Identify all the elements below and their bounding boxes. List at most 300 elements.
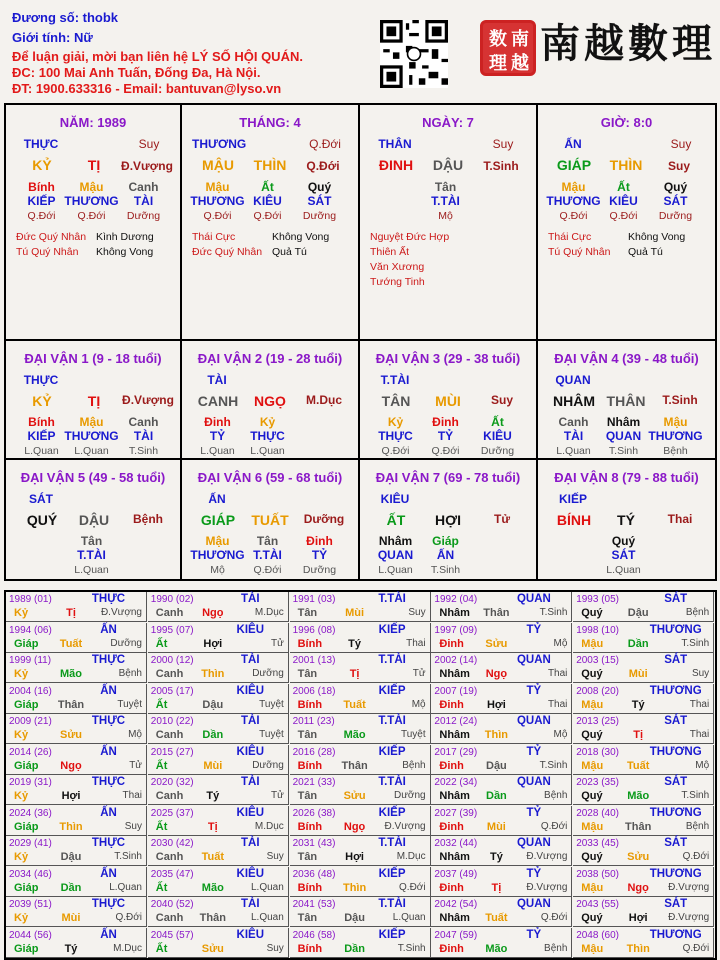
year-label: 2007 (19) [434,685,478,697]
year-cell [6,714,147,744]
year-state: Tuyệt [117,698,142,710]
year-cell [290,623,431,653]
star-note: Văn Xương [370,261,425,273]
year-stem: Mậu [581,820,604,833]
dai-van-1 [6,341,182,460]
year-cell [573,653,714,683]
year-branch: Mão [343,729,366,741]
hidden-god: ẤN [436,548,455,562]
year-label: 1994 (06) [9,624,52,636]
year-god: SÁT [664,837,688,849]
year-branch: Mùi [628,668,648,680]
year-branch: Tý [206,790,220,802]
year-branch: Dậu [627,607,649,619]
year-state: Mộ [695,759,710,771]
year-state: L.Quan [250,881,284,893]
year-god: QUAN [516,715,551,727]
year-state: Đ.Vượng [384,820,426,832]
year-stem: Kỷ [14,912,29,924]
owner-name: Đương số: thobk [12,10,119,25]
year-stem: Nhâm [439,851,470,863]
year-state: Đ.Vượng [668,881,710,893]
hidden-relation: Mộ [210,564,225,576]
seal-stamp: 数 南 理 越 [480,20,536,76]
dai-van-2 [182,341,360,460]
hidden-stem: Bính [28,180,55,194]
year-state: L.Quan [109,881,142,893]
logo: 南越數理 [540,20,716,67]
year-state: Suy [266,942,284,954]
year-state: Mộ [553,729,568,740]
year-label: 1990 (02) [150,594,194,605]
year-cell [290,714,431,744]
year-state: Q.Đới [540,820,568,832]
year-god: THỰC [91,593,126,605]
dai-van-grid [4,341,717,581]
pillar-title: NGÀY: 7 [422,115,474,130]
year-stem: Mậu [581,881,604,894]
year-god: THỰC [91,715,126,727]
hidden-relation: Bệnh [663,445,688,457]
year-state: Bệnh [685,820,710,832]
year-stem: Tân [297,912,318,924]
dai-van-8 [538,460,715,579]
year-stem: Tân [297,668,318,680]
year-label: 2042 (54) [434,899,478,910]
hidden-relation: Q.Đới [559,210,588,222]
year-label: 2029 (41) [9,838,52,849]
year-stem: Canh [155,790,184,802]
year-stem: Đinh [439,759,464,772]
year-stem: Canh [155,729,184,741]
earthly-branch: TỊ [87,157,101,173]
hidden-stem: Mậu [205,534,230,548]
year-label: 2010 (22) [150,716,194,727]
year-cell [431,836,572,866]
year-stem: Quý [581,668,603,680]
star-note: Không Vong [272,231,330,243]
earthly-branch: DẬU [78,512,110,528]
year-cell [148,714,289,744]
year-stem: Mậu [581,942,604,955]
year-stem: Quý [581,607,603,619]
year-cell [573,714,714,744]
year-branch: Hợi [628,912,648,924]
dai-van-7 [360,460,538,579]
year-god: SÁT [664,715,688,727]
year-label: 2044 (56) [9,929,52,941]
hidden-stem: Tân [256,534,279,548]
year-cell [148,653,289,683]
year-cell [573,928,714,958]
year-god: THỰC [91,837,126,849]
year-branch: Thìn [484,729,508,741]
hidden-relation: Q.Đới [77,210,106,222]
year-branch: Sửu [485,637,508,650]
hidden-god: KIẾP [27,429,56,443]
year-branch: Dậu [486,759,507,772]
year-god: TỶ [526,745,542,758]
year-stem: Nhâm [439,607,470,619]
star-note: Tướng Tinh [370,276,425,288]
year-stem: Ất [155,759,168,772]
dai-van-title: ĐẠI VẬN 3 (29 - 38 tuổi) [375,351,521,366]
year-stem: Ất [155,942,168,955]
year-label: 2043 (55) [576,899,619,910]
year-stem: Bính [297,698,323,711]
dai-van-god: QUAN [555,373,591,387]
dai-van-title: ĐẠI VẬN 2 (19 - 28 tuổi) [197,351,343,366]
year-branch: Thìn [342,881,367,894]
year-state: Bệnh [402,759,426,771]
hidden-stem: Quý [307,180,332,194]
year-branch: Hợi [61,790,81,802]
hidden-god: TỶ [311,548,328,562]
year-cell [573,897,714,927]
can-god: THÂN [378,137,412,151]
year-state: T.Sinh [681,637,710,649]
year-state: Dưỡng [252,759,284,771]
hidden-relation: Q.Đới [203,210,232,222]
year-state: Thai [122,790,142,801]
year-branch: Thìn [626,942,650,955]
year-label: 1998 (10) [576,624,619,636]
year-state: Tử [270,790,284,801]
hidden-god: THƯƠNG [64,194,119,208]
star-note: Nguyệt Đức Hợp [370,231,450,243]
year-god: SÁT [664,654,688,666]
year-label: 2034 (46) [9,868,52,880]
hidden-god: TỶ [437,429,454,443]
hidden-stem: Nhâm [378,534,413,548]
year-branch: Dậu [344,912,365,924]
year-god: TỶ [526,928,542,941]
year-label: 2030 (42) [150,838,194,849]
year-god: ẤN [100,745,117,758]
year-god: TÀI [241,837,260,849]
star-note: Thiên Ất [370,246,410,258]
year-label: 2017 (29) [434,746,478,758]
year-branch: Ngọ [627,881,649,894]
year-branch: Mùi [345,607,365,619]
year-cell [6,806,147,836]
year-branch: Hợi [345,851,364,863]
year-stem: Mậu [581,759,604,772]
year-cell [431,653,572,683]
year-god: THỰC [91,776,126,788]
year-cell [148,684,289,714]
year-label: 1989 (01) [9,594,52,605]
can-god: THỰC [23,137,59,151]
dai-van-title: ĐẠI VẬN 4 (39 - 48 tuổi) [554,351,699,366]
year-label: 2033 (45) [576,838,619,849]
year-state: Tuyệt [259,698,284,710]
branch-state: Thai [667,512,693,526]
year-stem: Đinh [439,698,464,711]
year-god: T.TÀI [378,837,406,849]
year-cell [290,836,431,866]
heavenly-stem: KỶ [32,157,52,173]
hidden-relation: T.Sinh [608,445,639,457]
year-branch: Ngọ [485,668,508,680]
year-label: 2040 (52) [150,899,194,910]
year-cell [148,806,289,836]
hidden-stem: Đinh [204,415,231,429]
year-cell [431,867,572,897]
year-state: Dưỡng [110,637,142,649]
hidden-stem: Canh [128,180,159,194]
year-god: THỰC [91,654,126,666]
year-label: 1992 (04) [434,594,478,605]
year-cell [431,928,572,958]
year-stem: Quý [581,912,603,924]
year-god: THƯƠNG [649,684,702,697]
branch-state: Dưỡng [303,512,345,526]
year-cell [431,897,572,927]
hidden-stem: Tân [80,534,103,548]
year-state: Thai [547,668,568,679]
year-label: 2004 (16) [9,685,52,697]
hidden-god: QUAN [377,548,414,562]
hidden-stem: Quý [611,534,636,548]
hidden-stem: Ất [261,180,274,194]
year-branch: Sửu [627,851,650,863]
year-god: KIÊU [236,867,265,880]
year-cell [290,806,431,836]
address-line: ĐC: 100 Mai Anh Tuấn, Đống Đa, Hà Nội. [12,65,261,80]
year-god: KIÊU [236,745,265,758]
year-cell [148,775,289,805]
hidden-god: QUAN [605,429,642,443]
year-cell [573,867,714,897]
year-god: QUAN [516,776,551,788]
year-state: Bệnh [544,942,568,954]
hidden-god: THƯƠNG [190,194,245,208]
year-god: THƯƠNG [649,806,702,819]
year-label: 1995 (07) [150,624,194,636]
year-god: TỶ [526,867,542,880]
year-branch: Mùi [61,912,81,924]
year-god: TÀI [241,898,260,910]
year-state: Tử [270,637,284,649]
hidden-stem: Nhâm [606,415,641,429]
year-cell [431,714,572,744]
hidden-god: T.TÀI [77,548,106,562]
year-cell [431,592,572,622]
year-branch: Dậu [202,698,224,711]
year-stem: Ất [155,881,168,894]
hidden-relation: Dưỡng [302,564,337,576]
year-label: 2006 (18) [292,685,336,697]
branch-state: Tử [493,512,511,526]
year-label: 2032 (44) [434,838,478,849]
year-state: M.Dục [254,820,284,832]
hidden-relation: L.Quan [24,445,59,457]
year-god: KIẾP [378,684,406,697]
year-branch: Tị [66,607,76,619]
year-label: 2028 (40) [576,807,619,819]
year-cell [148,745,289,775]
dai-van-god: ẤN [208,492,226,506]
year-god: KIÊU [236,623,265,636]
year-god: KIẾP [378,806,406,819]
year-state: Bệnh [544,790,568,801]
year-stem: Quý [581,729,603,741]
year-state: T.Sinh [114,851,142,862]
year-label: 2035 (47) [150,868,194,880]
year-branch: Tuất [343,698,366,711]
year-god: THƯƠNG [649,867,702,880]
year-god: ẤN [100,928,117,941]
hidden-relation: Q.Đới [381,445,410,457]
heavenly-stem: TÂN [381,393,411,409]
can-god: ẤN [564,137,582,151]
year-label: 2036 (48) [292,868,336,880]
year-label: 2037 (49) [434,868,478,880]
year-label: 2039 (51) [9,899,52,910]
earthly-branch: TUẤT [251,512,289,528]
hidden-god: T.TÀI [431,194,460,208]
hidden-relation: L.Quan [74,564,109,576]
year-god: KIÊU [236,806,265,819]
heavenly-stem: ĐINH [378,157,414,173]
star-note: Quả Tú [272,246,307,258]
year-stem: Nhâm [439,668,470,680]
year-god: QUAN [516,837,551,849]
year-god: THỰC [91,898,126,910]
year-stem: Giáp [14,942,39,955]
hidden-god: TỶ [209,429,226,443]
hidden-relation: Mộ [438,210,453,222]
yearly-luck-table [4,590,717,960]
year-cell [573,745,714,775]
hidden-stem: Kỷ [259,415,276,429]
year-god: KIẾP [378,623,406,636]
heavenly-stem: NHÂM [553,393,595,409]
year-label: 2014 (26) [9,746,52,758]
year-god: KIÊU [236,928,265,941]
star-note: Không Vong [96,246,154,258]
year-state: Tử [412,668,426,679]
year-stem: Tân [297,790,318,802]
year-cell [6,592,147,622]
year-branch: Ngọ [343,820,366,833]
year-label: 1993 (05) [576,594,619,605]
year-god: ẤN [100,684,117,697]
star-note: Tú Quý Nhân [16,246,79,258]
year-state: M.Dục [113,942,142,954]
year-label: 2025 (37) [150,807,194,819]
year-stem: Ất [155,698,168,711]
year-god: SÁT [664,776,688,788]
year-stem: Bính [297,820,323,833]
year-branch: Thân [341,759,368,772]
year-branch: Dần [202,729,224,741]
header [0,0,720,100]
year-god: KIẾP [378,928,406,941]
hidden-god: KIẾP [27,194,56,208]
hidden-stem: Mậu [79,180,104,194]
pillar-4 [538,105,715,339]
heavenly-stem: QUÝ [26,512,58,528]
heavenly-stem: MẬU [202,157,234,173]
year-god: THƯƠNG [649,623,702,636]
qr-code-icon[interactable] [380,20,448,88]
year-state: Thai [406,637,426,649]
year-state: T.Sinh [681,790,710,801]
year-state: Suy [124,820,142,832]
dai-van-god: SÁT [29,492,53,506]
year-label: 1997 (09) [434,624,478,636]
year-stem: Quý [581,790,603,802]
year-cell [431,745,572,775]
year-stem: Tân [297,729,318,741]
year-label: 2045 (57) [150,929,194,941]
hidden-relation: L.Quan [200,445,235,457]
dai-van-title: ĐẠI VẬN 8 (79 - 88 tuổi) [554,470,699,485]
year-cell [573,684,714,714]
year-cell [6,623,147,653]
earthly-branch: DẬU [432,157,464,173]
year-cell [148,623,289,653]
year-state: Dưỡng [393,790,426,801]
year-label: 2031 (43) [292,838,336,849]
year-god: T.TÀI [378,654,406,666]
year-cell [290,653,431,683]
year-branch: Tý [489,851,503,863]
branch-state: Q.Đới [306,159,340,173]
contact-line: Để luận giải, mời bạn liên hệ LÝ SỐ HỘI QUÁN. [12,49,303,64]
pillar-title: GIỜ: 8:0 [600,115,653,130]
hidden-stem: Ất [491,415,504,429]
year-god: TÀI [241,593,260,605]
year-cell [290,592,431,622]
hidden-stem: Mậu [79,415,104,429]
year-branch: Tuất [201,851,224,863]
dai-van-god: KIẾP [558,492,587,506]
year-stem: Ất [155,637,168,650]
year-label: 2023 (35) [576,777,619,788]
earthly-branch: MÙI [435,393,461,409]
year-branch: Hợi [486,698,506,711]
branch-state: T.Sinh [662,393,698,407]
year-cell [6,653,147,683]
hidden-relation: Q.Đới [431,445,460,457]
hidden-stem: Mậu [663,415,688,429]
year-label: 2016 (28) [292,746,336,758]
year-cell [431,775,572,805]
year-state: Tuyệt [400,729,426,740]
year-stem: Đinh [439,637,464,650]
year-branch: Thìn [59,820,83,833]
star-note: Thái Cực [548,231,592,243]
branch-state: T.Sinh [483,159,519,173]
year-state: Đ.Vượng [668,912,710,923]
year-stem: Canh [155,912,184,924]
year-branch: Dần [344,942,365,955]
year-stem: Kỷ [14,668,29,680]
gender: Giới tính: Nữ [12,30,93,45]
branch-state: Suy [667,159,690,173]
star-note: Đức Quý Nhân [192,246,263,258]
year-branch: Mão [60,668,82,680]
year-stem: Bính [297,881,323,894]
pillar-3 [360,105,538,339]
hidden-god: KIÊU [483,429,512,443]
year-god: TÀI [241,715,260,727]
year-branch: Thân [57,698,85,711]
hidden-relation: L.Quan [556,445,591,457]
